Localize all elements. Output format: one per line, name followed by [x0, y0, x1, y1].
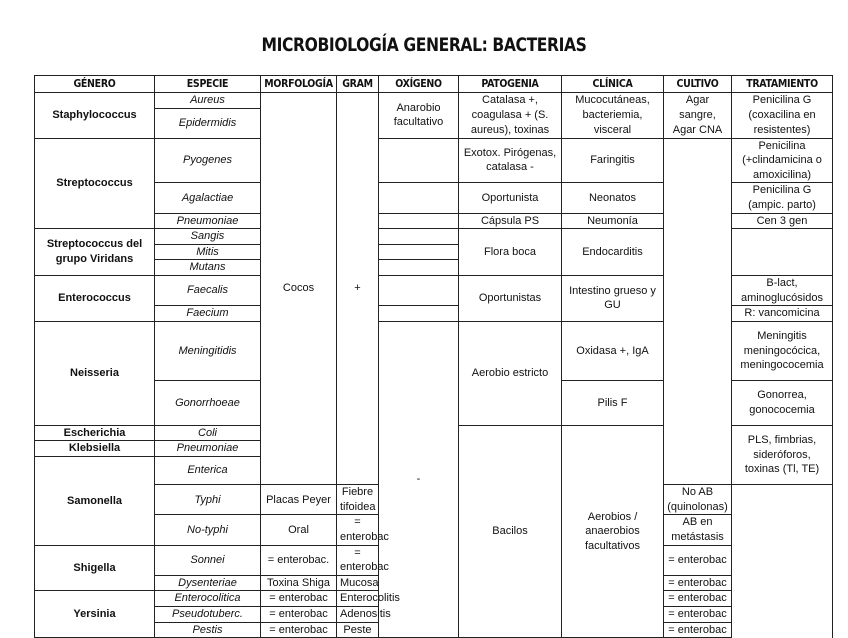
- genus-cell: Streptococcus del grupo Viridans: [35, 229, 155, 276]
- species-cell: Pseudotuberc.: [155, 607, 261, 623]
- species-cell: Coli: [155, 425, 261, 441]
- genus-cell: Shigella: [35, 545, 155, 591]
- patogenia-cell: Exotox. Pirógenas, catalasa -: [459, 138, 562, 183]
- clinica-cell: Neumonía: [562, 213, 664, 229]
- species-cell: Sonnei: [155, 545, 261, 575]
- cultivo-cell: [664, 138, 732, 485]
- species-cell: Meningitidis: [155, 321, 261, 380]
- patogenia-cell: Catalasa +, coagulasa + (S. aureus), toxinas: [459, 93, 562, 139]
- clinica-cell: Intestino grueso y GU: [562, 275, 664, 321]
- morfologia-cell: Bacilos: [459, 425, 562, 637]
- patogenia-cell: PLS, fimbrias, sideróforos, toxinas (Tl, TE): [732, 425, 833, 484]
- tratamiento-cell: [732, 229, 833, 276]
- species-cell: Sangis: [155, 229, 261, 245]
- header-patogenia: PATOGENIA: [459, 76, 562, 93]
- oxigeno-cell: [379, 260, 459, 276]
- clinica-cell: Faringitis: [562, 138, 664, 183]
- header-genero: GÉNERO: [35, 76, 155, 93]
- genus-cell: Yersinia: [35, 591, 155, 638]
- header-tratamiento: TRATAMIENTO: [732, 76, 833, 93]
- patogenia-cell: = enterobac: [261, 607, 337, 623]
- bacteria-table: [34, 75, 833, 638]
- clinica-cell: Gonorrea, gonococemia: [732, 381, 833, 426]
- patogenia-cell: Flora boca: [459, 229, 562, 276]
- clinica-cell: Meningitis meningocócica, meningococemia: [732, 321, 833, 380]
- patogenia-cell: Placas Peyer: [261, 485, 337, 515]
- oxigeno-cell: [379, 138, 459, 183]
- genus-cell: Klebsiella: [35, 441, 155, 457]
- oxigeno-cell: Aerobios / anaerobios facultativos: [562, 425, 664, 637]
- table-row: [35, 138, 833, 183]
- oxigeno-cell: [379, 306, 459, 322]
- species-cell: Gonorrhoeae: [155, 381, 261, 426]
- oxigeno-cell: [379, 275, 459, 305]
- tratamiento-cell: = enterobac: [664, 575, 732, 591]
- species-cell: No-typhi: [155, 515, 261, 545]
- header-clinica: CLÍNICA: [562, 76, 664, 93]
- patogenia-cell: Pilis F: [562, 381, 664, 426]
- tratamiento-cell: Penicilina (+clindamicina o amoxicilina): [732, 138, 833, 183]
- tratamiento-cell: = enterobac: [664, 591, 732, 607]
- species-cell: Enterica: [155, 457, 261, 485]
- species-cell: Enterocolitica: [155, 591, 261, 607]
- species-cell: Mutans: [155, 260, 261, 276]
- page-title: MICROBIOLOGÍA GENERAL: BACTERIAS: [261, 34, 587, 56]
- tratamiento-cell: Penicilina G (coxacilina en resistentes): [732, 93, 833, 139]
- patogenia-cell: Oral: [261, 515, 337, 545]
- clinica-cell: Fiebre tifoidea: [337, 485, 379, 515]
- header-oxigeno: OXÍGENO: [379, 76, 459, 93]
- species-cell: Agalactiae: [155, 183, 261, 213]
- gram-cell: +: [337, 93, 379, 485]
- clinica-cell: Mucosa: [337, 575, 379, 591]
- morfologia-cell: Cocos: [261, 93, 337, 485]
- species-cell: Faecalis: [155, 275, 261, 305]
- patogenia-cell: = enterobac: [261, 591, 337, 607]
- tratamiento-cell: Penicilina G (ampic. parto): [732, 183, 833, 213]
- gram-cell: -: [379, 321, 459, 637]
- header-especie: ESPECIE: [155, 76, 261, 93]
- patogenia-cell: = enterobac: [261, 622, 337, 638]
- patogenia-cell: Cápsula PS: [459, 213, 562, 229]
- species-cell: Dysenteriae: [155, 575, 261, 591]
- species-cell: Aureus: [155, 93, 261, 109]
- oxigeno-cell: [379, 244, 459, 260]
- oxigeno-cell: Anarobio facultativo: [379, 93, 459, 139]
- species-cell: Pneumoniae: [155, 213, 261, 229]
- header-cultivo: CULTIVO: [664, 76, 732, 93]
- tratamiento-cell: = enterobac: [664, 545, 732, 575]
- tratamiento-cell: = enterobac: [664, 607, 732, 623]
- clinica-cell: Adenositis: [337, 607, 379, 623]
- tratamiento-cell: = enterobac: [664, 622, 732, 638]
- header-gram: GRAM: [337, 76, 379, 93]
- species-cell: Pestis: [155, 622, 261, 638]
- clinica-cell: = enterobac: [337, 545, 379, 575]
- genus-cell: Enterococcus: [35, 275, 155, 321]
- patogenia-cell: Oportunistas: [459, 275, 562, 321]
- tratamiento-cell: Cen 3 gen: [732, 213, 833, 229]
- clinica-cell: = enterobac: [337, 515, 379, 545]
- patogenia-cell: = enterobac.: [261, 545, 337, 575]
- clinica-cell: Peste: [337, 622, 379, 638]
- table-row: [35, 93, 833, 109]
- header-row: [35, 76, 833, 93]
- patogenia-cell: Oxidasa +, IgA: [562, 321, 664, 380]
- species-cell: Typhi: [155, 485, 261, 515]
- clinica-cell: Neonatos: [562, 183, 664, 213]
- tratamiento-cell: AB en metástasis: [664, 515, 732, 545]
- genus-cell: Neisseria: [35, 321, 155, 425]
- genus-cell: Samonella: [35, 457, 155, 546]
- patogenia-cell: Oportunista: [459, 183, 562, 213]
- tratamiento-cell: R: vancomicina: [732, 306, 833, 322]
- patogenia-cell: Toxina Shiga: [261, 575, 337, 591]
- species-cell: Epidermidis: [155, 108, 261, 138]
- oxigeno-cell: [379, 229, 459, 245]
- species-cell: Faecium: [155, 306, 261, 322]
- clinica-cell: Enterocolitis: [337, 591, 379, 607]
- clinica-cell: Mucocutáneas, bacteriemia, visceral: [562, 93, 664, 139]
- header-morfologia: MORFOLOGÍA: [261, 76, 337, 93]
- tratamiento-cell: B-lact, aminoglucósidos: [732, 275, 833, 305]
- genus-cell: Streptococcus: [35, 138, 155, 229]
- genus-cell: Escherichia: [35, 425, 155, 441]
- oxigeno-cell: [379, 213, 459, 229]
- cultivo-cell: Agar sangre, Agar CNA: [664, 93, 732, 139]
- clinica-cell: Endocarditis: [562, 229, 664, 276]
- species-cell: Pyogenes: [155, 138, 261, 183]
- genus-cell: Staphylococcus: [35, 93, 155, 139]
- oxigeno-cell: Aerobio estricto: [459, 321, 562, 425]
- tratamiento-cell: No AB (quinolonas): [664, 485, 732, 515]
- species-cell: Mitis: [155, 244, 261, 260]
- oxigeno-cell: [379, 183, 459, 213]
- species-cell: Pneumoniae: [155, 441, 261, 457]
